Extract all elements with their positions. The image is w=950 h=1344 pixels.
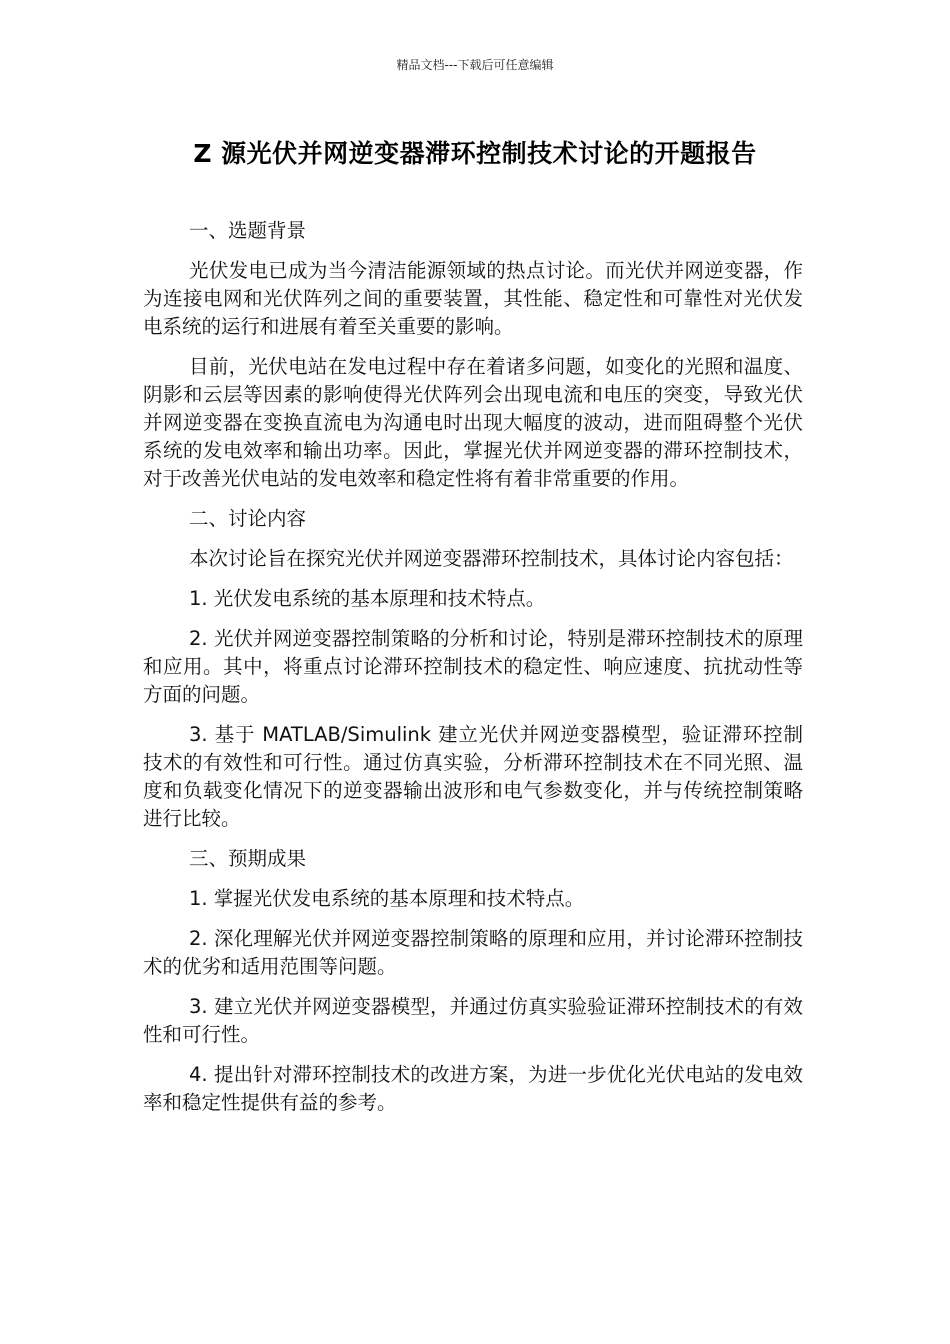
list-item: 2. 光伏并网逆变器控制策略的分析和讨论，特别是滞环控制技术的原理和应用。其中，将重点讨论滞环控制技术的稳定性、响应速度、抗扰动性等方面的问题。 xyxy=(143,627,803,706)
list-item: 3. 建立光伏并网逆变器模型，并通过仿真实验验证滞环控制技术的有效性和可行性。 xyxy=(143,995,803,1046)
section-heading-content: 二、讨论内容 xyxy=(189,507,307,530)
paragraph: 目前，光伏电站在发电过程中存在着诸多问题，如变化的光照和温度、阴影和云层等因素的影响使得光伏阵列会出现电流和电压的突变，导致光伏并网逆变器在变换直流电为沟通电时出现大幅度的波动，进而阻碍整个光伏系统的发电效率和输出功率。因此，掌握光伏并网逆变器的滞环控制技术，对于改善光伏电站的发电效率和稳定性将有着非常重要的作用。 xyxy=(143,355,803,490)
section-heading-background: 一、选题背景 xyxy=(189,219,307,242)
document-body xyxy=(143,217,803,1129)
paragraph: 本次讨论旨在探究光伏并网逆变器滞环控制技术，具体讨论内容包括： xyxy=(189,547,794,570)
list-item: 1. 光伏发电系统的基本原理和技术特点。 xyxy=(189,587,546,610)
header-note: 精品文档---下载后可任意编辑 xyxy=(396,58,554,72)
document-title: Z 源光伏并网逆变器滞环控制技术讨论的开题报告 xyxy=(193,139,757,168)
section-heading-results: 三、预期成果 xyxy=(189,847,307,870)
paragraph: 光伏发电已成为当今清洁能源领域的热点讨论。而光伏并网逆变器，作为连接电网和光伏阵列之间的重要装置，其性能、稳定性和可靠性对光伏发电系统的运行和进展有着至关重要的影响。 xyxy=(143,259,803,338)
list-item: 1. 掌握光伏发电系统的基本原理和技术特点。 xyxy=(189,887,585,910)
list-item: 3. 基于 MATLAB/Simulink 建立光伏并网逆变器模型，验证滞环控制技术的有效性和可行性。通过仿真实验，分析滞环控制技术在不同光照、温度和负载变化情况下的逆变器输出波形和电气参数变化，并与传统控制策略进行比较。 xyxy=(143,723,803,830)
list-item: 2. 深化理解光伏并网逆变器控制策略的原理和应用，并讨论滞环控制技术的优劣和适用范围等问题。 xyxy=(143,927,803,978)
list-item: 4. 提出针对滞环控制技术的改进方案，为进一步优化光伏电站的发电效率和稳定性提供有益的参考。 xyxy=(143,1063,803,1114)
